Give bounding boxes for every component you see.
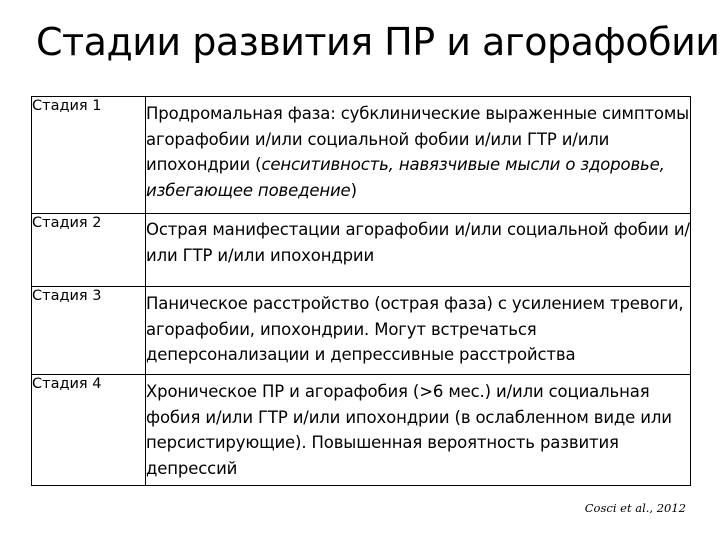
- citation: Cosci et al., 2012: [584, 501, 686, 515]
- stage-label: Стадия 3: [32, 287, 146, 375]
- table-row: [32, 97, 691, 214]
- stage-text: Продромальная фаза: субклинические выраженные симптомы агорафобии и/или социальной фобии и/или ГТР и/или ипохондрии (: [146, 104, 690, 174]
- table-row: [32, 287, 691, 375]
- stage-description: Острая манифестации агорафобии и/или социальной фобии и/или ГТР и/или ипохондрии: [146, 214, 691, 287]
- table-row: [32, 214, 691, 287]
- stage-description: Хроническое ПР и агорафобия (>6 мес.) и/или социальная фобия и/или ГТР и/или ипохондрии (в ослабленном виде или персистирующие). Повышенная вероятность развития депрессий: [146, 375, 691, 486]
- slide-title: Стадии развития ПР и агорафобии: [36, 20, 720, 64]
- stage-description: [146, 97, 691, 214]
- stage-italic-text: сенситивность, навязчивые мысли о здоровье, избегающее поведение: [146, 155, 665, 200]
- stage-label: Стадия 2: [32, 214, 146, 287]
- stages-table: [31, 96, 691, 486]
- stage-label: Стадия 1: [32, 97, 146, 214]
- stage-label: Стадия 4: [32, 375, 146, 486]
- stage-text-after: ): [350, 180, 357, 200]
- stage-description: Паническое расстройство (острая фаза) с усилением тревоги, агорафобии, ипохондрии. Могут встречаться деперсонализации и депрессивные расстройства: [146, 287, 691, 375]
- table-row: [32, 375, 691, 486]
